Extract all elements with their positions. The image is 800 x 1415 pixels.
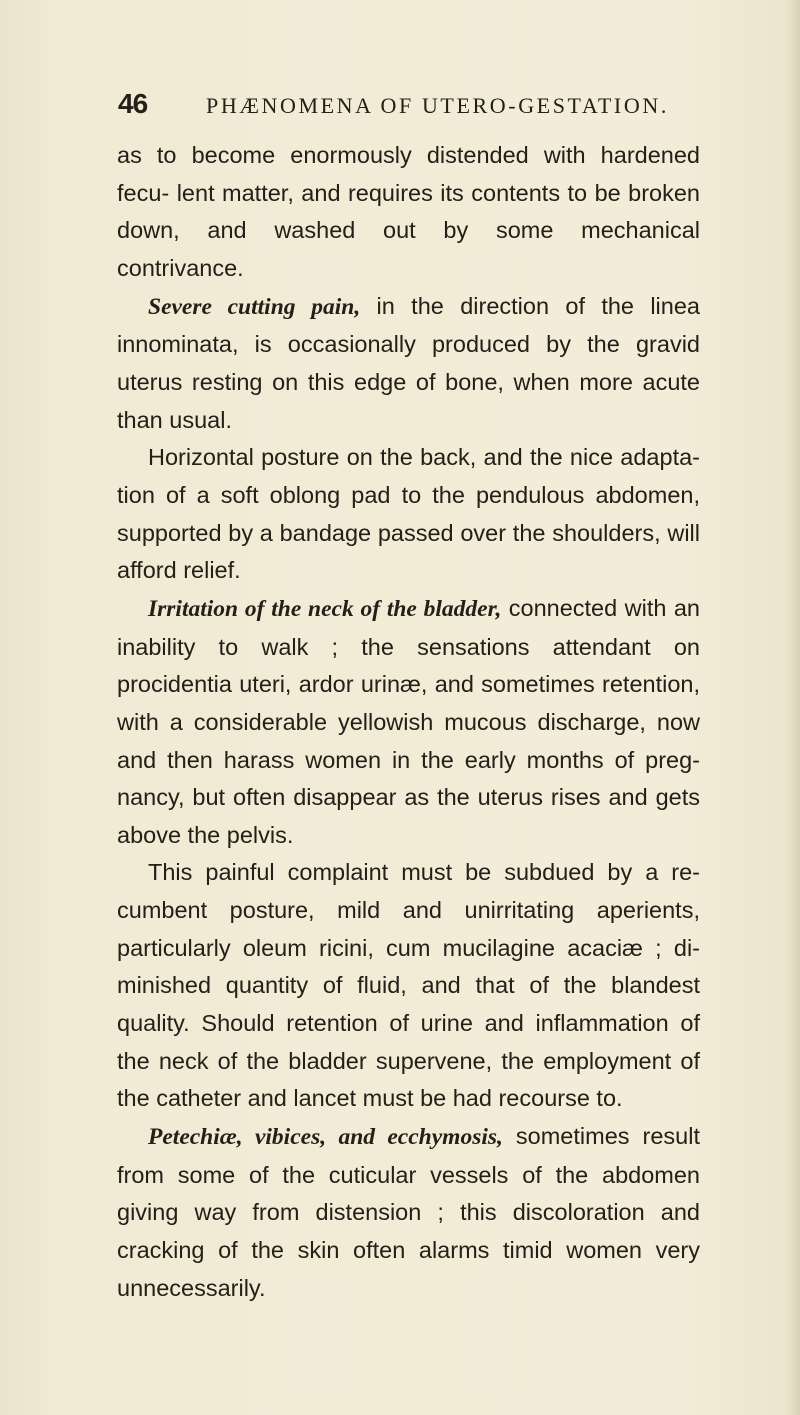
text-line: cracking of the skin often alarms timid women very (117, 1237, 700, 1264)
text-line: lent matter, and requires its contents to be broken (176, 179, 700, 206)
text-line: giving way from distension ; this discoloration and (117, 1199, 700, 1226)
text-line: afford relief. (117, 557, 241, 584)
paragraph (117, 854, 700, 1118)
text-line: cumbent posture, mild and unirritating aperients, (117, 897, 700, 924)
text-line: connected (501, 594, 618, 621)
text-line: supported by a bandage passed over the shoulders, will (117, 519, 700, 546)
text-line: with an inability to walk ; the sensations attendant on (117, 594, 700, 660)
italic-heading: Irritation of the neck of the bladder, (148, 595, 502, 622)
text-line: tion of a soft oblong pad to the pendulous abdomen, (117, 481, 700, 508)
text-line: above the pelvis. (117, 821, 294, 848)
body-text (117, 137, 700, 1307)
text-line: in the direction of the linea (360, 292, 700, 319)
paragraph (117, 288, 700, 440)
text-line: procidentia uteri, ardor urinæ, and sometimes retention, (117, 671, 700, 698)
text-line: nancy, but often disappear as the uterus rises and gets (117, 784, 700, 811)
page-edge-shadow (786, 0, 800, 1415)
text-line: and then harass women in the early months of preg- (117, 746, 700, 773)
running-title: PHÆNOMENA OF UTERO-GESTATION. (206, 93, 669, 118)
italic-heading: Severe cutting pain, (148, 293, 361, 320)
page-number: 46 (118, 88, 148, 119)
text-line: of the catheter and lancet must be had recourse to. (117, 1047, 700, 1112)
paragraph (117, 590, 700, 855)
text-line: quality. Should retention of urine and inflammation (117, 1010, 669, 1037)
text-line: unnecessarily. (117, 1274, 266, 1301)
text-line: of the neck of the bladder supervene, the employment (117, 1010, 700, 1074)
text-line: This painful complaint must be subdued by a re- (148, 859, 700, 886)
paragraph (117, 439, 700, 590)
text-line: from some of the cuticular vessels of the abdomen (117, 1161, 700, 1188)
text-line: down, and washed out by some mechanical contrivance. (117, 217, 700, 281)
text-line: as to become enormously distended with hardened fecu- (117, 142, 700, 206)
text-line: particularly oleum ricini, cum mucilagine acaciæ ; di- (117, 934, 700, 961)
text-line: sometimes result (502, 1123, 701, 1150)
text-line: uterus resting on this edge of bone, when more acute (117, 368, 700, 395)
italic-heading: Petechiæ, vibices, and ecchymosis, (148, 1124, 503, 1151)
text-line: minished quantity of fluid, and that of the blandest (117, 972, 700, 999)
text-line: with a considerable yellowish mucous discharge, now (117, 708, 700, 735)
text-line: innominata, is occasionally produced by the gravid (117, 331, 700, 358)
paragraph (117, 1118, 700, 1307)
paragraph (117, 137, 700, 288)
text-line: Horizontal posture on the back, and the nice adapta- (148, 444, 700, 471)
text-line: than usual. (117, 406, 232, 433)
page-header (118, 88, 698, 128)
